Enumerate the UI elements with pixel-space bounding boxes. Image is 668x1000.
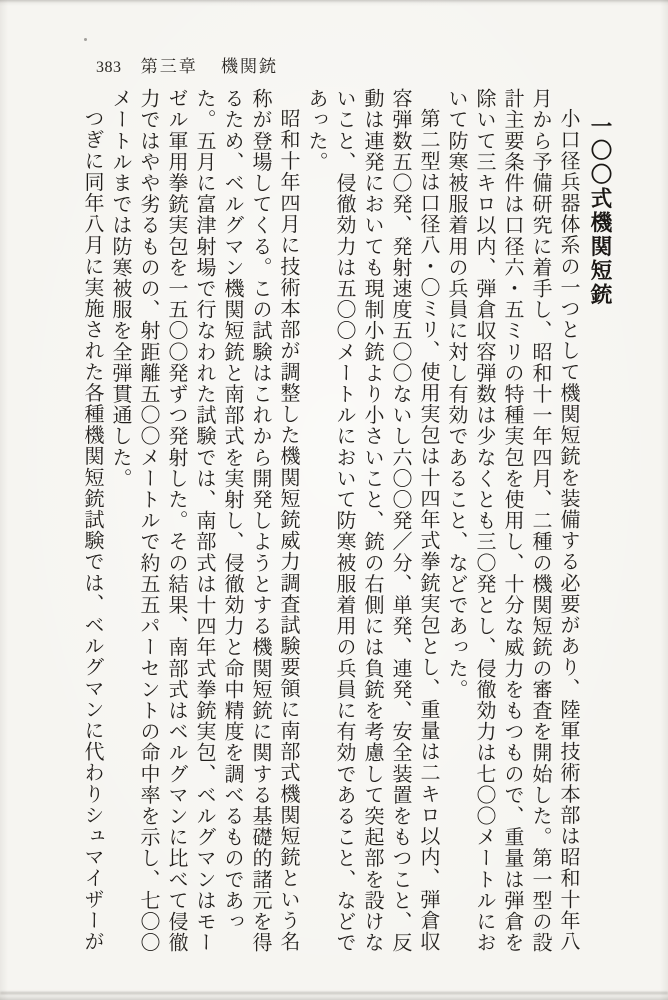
page-number: 383 xyxy=(96,59,122,76)
paragraph-3: 昭和十年四月に技術本部が調整した機関短銃威力調査試験要領に南部式機関短銃という名称が登場してくる。この試験はこれから開発しようとする機関短銃に関する基礎的諸元を得るため、ベルグマン機関短銃と南部式を実射し、侵徹効力と命中精度を調べるものであった。五月に富津射場で行なわれた試験では、南部式は十四年式拳銃実包、ベルグマンはモーゼル軍用拳銃実包を一五〇〇発ずつ発射した。その結果、南部式はベルグマンに比べて侵徹力ではやや劣るものの、射距離五〇〇メートルで約五五パーセントの命中率を示し、七〇〇メートルまでは防寒被服を全弾貫通した。 xyxy=(109,88,299,954)
article-title: 一〇〇式機関短銃 xyxy=(588,115,612,307)
scan-artifact-speck xyxy=(84,38,87,41)
section-label: 機関銃 xyxy=(221,57,278,76)
paragraph-2: 第二型は口径八・〇ミリ、使用実包は十四年式拳銃実包とし、重量は二キロ以内、弾倉収容弾数五〇発、発射速度五〇〇ないし六〇〇発／分、単発、連発、安全装置をもつこと、反動は連発においても現制小銃より小さいこと、銃の右側には負銃を考慮して突起部を設けないこと、侵徹効力は五〇〇メートルにおいて防寒被服着用の兵員に有効であること、などであった。 xyxy=(305,88,439,954)
article-body xyxy=(78,88,618,962)
paragraph-4: つぎに同年八月に実施された各種機関短銃試験では、ベルグマンに代わりシュマイザーが xyxy=(81,108,103,952)
paragraph-1: 小口径兵器体系の一つとして機関短銃を装備する必要があり、陸軍技術本部は昭和十年八月から予備研究に着手し、昭和十一年四月、二種の機関短銃の審査を開始した。第一型の設計主要条件は口径六・五ミリの特種実包を使用し、十分な威力をもつもので、重量は弾倉を除いて三キロ以内、弾倉収容弾数は少なくとも三〇発とし、侵徹効力は七〇〇メートルにおいて防寒被服着用の兵員に対し有効であること、などであった。 xyxy=(445,88,579,954)
chapter-label: 第三章 xyxy=(140,57,198,76)
running-header xyxy=(96,52,278,77)
scan-artifact-line xyxy=(0,992,668,994)
